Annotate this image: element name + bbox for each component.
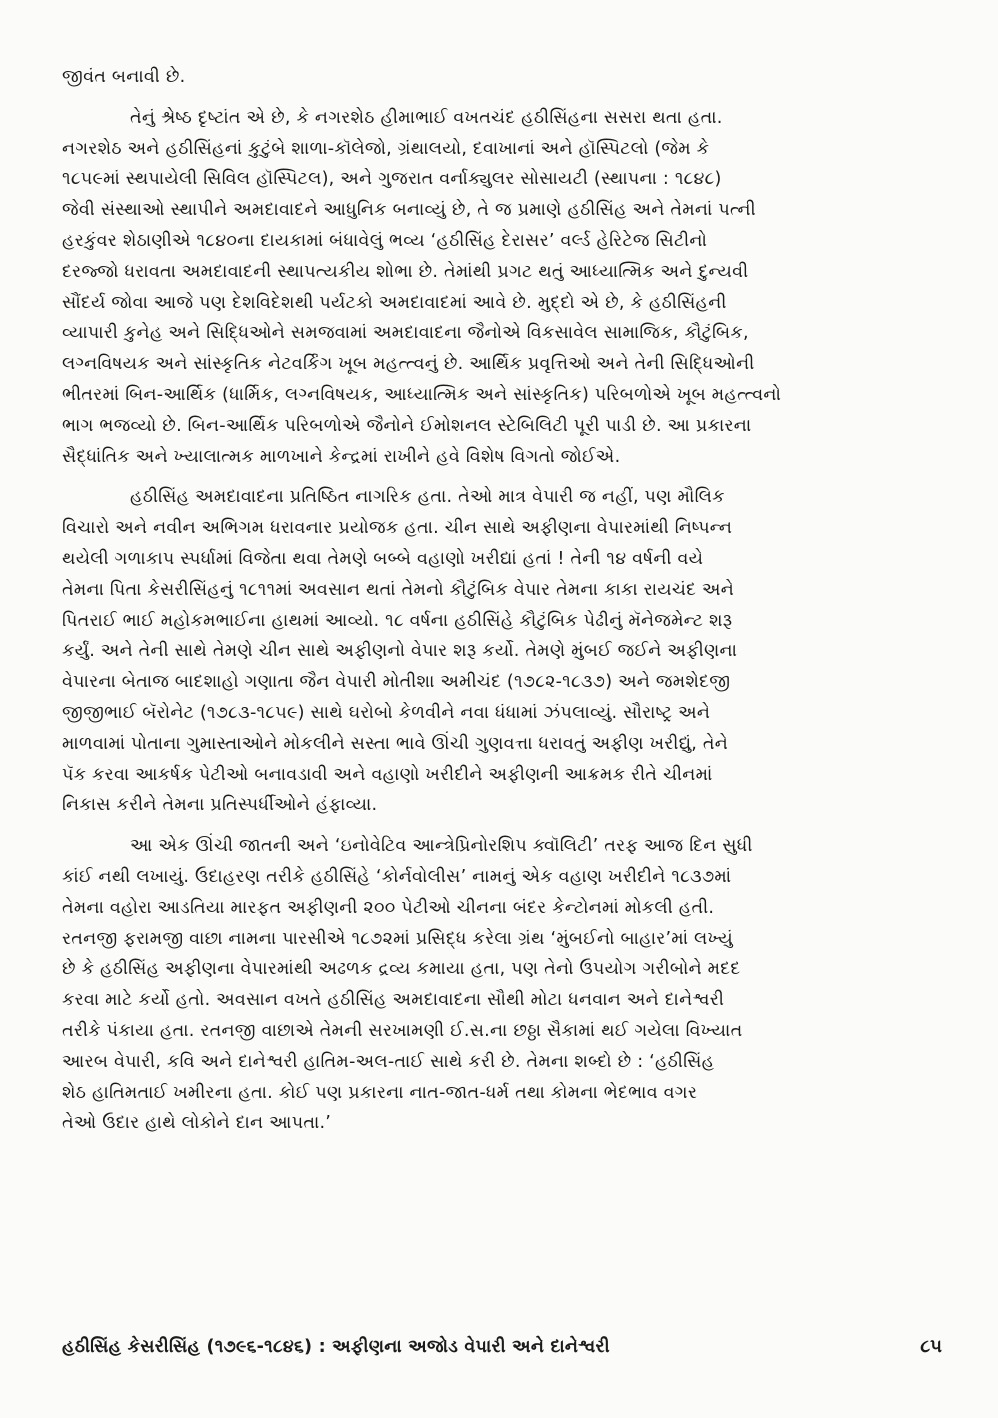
text-line: કરવા માટે કર્યો હતો. અવસાન વખતે હઠીસિંહ અમદાવાદના સૌથી મોટા ધનવાન અને દાનેશ્વરી: [62, 990, 725, 1011]
paragraph-4: [62, 831, 942, 1139]
text-line: છે કે હઠીસિંહ અફીણના વેપારમાંથી અઢળક દ્રવ્ય કમાયા હતા, પણ તેનો ઉપયોગ ગરીબોને મદદ: [62, 959, 741, 980]
text-line: માળવામાં પોતાના ગુમાસ્તાઓને મોકલીને સસ્તા ભાવે ઊંચી ગુણવત્તા ધરાવતું અફીણ ખરીદ્યું, તેને: [62, 733, 729, 754]
text-line: તેનું શ્રેષ્ઠ દૃષ્ટાંત એ છે, કે નગરશેઠ હીમાભાઈ વખતચંદ હઠીસિંહના સસરા થતા હતા.: [130, 107, 723, 128]
text-line: હરકુંવર શેઠાણીએ ૧૮૪૦ના દાયકામાં બંધાવેલું ભવ્ય ‘હઠીસિંહ દેરાસર’ વર્લ્ડ હેરિટેજ સિટીનો: [62, 230, 708, 251]
paragraph-2: [62, 103, 942, 473]
text-line: રતનજી ફરામજી વાછા નામના પારસીએ ૧૮૭૨માં પ્રસિદ્ધ કરેલા ગ્રંથ ‘મુંબઈનો બાહાર’માં લખ્યું: [62, 928, 734, 949]
text-line: થયેલી ગળાકાપ સ્પર્ધામાં વિજેતા થવા તેમણે બબ્બે વહાણો ખરીદ્યાં હતાં ! તેની ૧૪ વર્ષની વયે: [62, 548, 704, 569]
text-line: વેપારના બેતાજ બાદશાહો ગણાતા જૈન વેપારી મોતીશા અમીચંદ (૧૭૮૨-૧૮૩૭) અને જમશેદજી: [62, 672, 731, 693]
text-line: સૌંદર્ય જોવા આજે પણ દેશવિદેશથી પર્યટકો અમદાવાદમાં આવે છે. મુદ્દો એ છે, કે હઠીસિંહની: [62, 292, 727, 313]
text-line: સૈદ્ધાંતિક અને ખ્યાલાત્મક માળખાને કેન્દ્રમાં રાખીને હવે વિશેષ વિગતો જોઈએ.: [62, 446, 621, 467]
text-line: જીવંત બનાવી છે.: [62, 67, 186, 87]
text-line: જેવી સંસ્થાઓ સ્થાપીને અમદાવાદને આધુનિક બનાવ્યું છે, તે જ પ્રમાણે હઠીસિંહ અને તેમનાં પત્ની: [62, 200, 756, 221]
paragraph-1: [62, 62, 942, 93]
text-line: ૧૮૫૯માં સ્થપાયેલી સિવિલ હૉસ્પિટલ), અને ગુજરાત વર્નાક્યુલર સોસાયટી (સ્થાપના : ૧૮૪૮): [62, 169, 722, 190]
text-line: ભીતરમાં બિન-આર્થિક (ધાર્મિક, લગ્નવિષયક, આધ્યાત્મિક અને સાંસ્કૃતિક) પરિબળોએ ખૂબ મહત્ત્વનો: [62, 384, 782, 405]
body-text: [62, 62, 942, 1139]
text-line: આ એક ઊંચી જાતની અને ‘ઇનોવેટિવ આન્ત્રેપ્રિનોરશિપ ક્વૉલિટી’ તરફ આજ દિન સુધી: [130, 836, 753, 857]
text-line: કર્યું. અને તેની સાથે તેમણે ચીન સાથે અફીણનો વેપાર શરૂ કર્યો. તેમણે મુંબઈ જઈને અફીણના: [62, 641, 738, 662]
text-line: હઠીસિંહ અમદાવાદના પ્રતિષ્ઠિત નાગરિક હતા. તેઓ માત્ર વેપારી જ નહીં, પણ મૌલિક: [130, 487, 725, 508]
text-line: આરબ વેપારી, કવિ અને દાનેશ્વરી હાતિમ-અલ-તાઈ સાથે કરી છે. તેમના શબ્દો છે : ‘હઠીસિંહ: [62, 1051, 715, 1072]
text-line: વિચારો અને નવીન અભિગમ ધરાવનાર પ્રયોજક હતા. ચીન સાથે અફીણના વેપારમાંથી નિષ્પન્ન: [62, 518, 733, 539]
paragraph-3: [62, 482, 942, 821]
text-line: દરજ્જો ધરાવતા અમદાવાદની સ્થાપત્યકીય શોભા છે. તેમાંથી પ્રગટ થતું આધ્યાત્મિક અને દુન્યવી: [62, 261, 749, 282]
text-line: પૅક કરવા આકર્ષક પેટીઓ બનાવડાવી અને વહાણો ખરીદીને અફીણની આક્રમક રીતે ચીનમાં: [62, 764, 713, 785]
text-line: જીજીભાઈ બૅરોનેટ (૧૭૮૩-૧૮૫૯) સાથે ઘરોબો કેળવીને નવા ધંધામાં ઝંપલાવ્યું. સૌરાષ્ટ્ર અને: [62, 702, 711, 723]
text-line: નગરશેઠ અને હઠીસિંહનાં કુટુંબે શાળા-કૉલેજો, ગ્રંથાલયો, દવાખાનાં અને હૉસ્પિટલો (જેમ કે: [62, 138, 710, 159]
text-line: નિકાસ કરીને તેમના પ્રતિસ્પર્ધીઓને હંફાવ્યા.: [62, 795, 378, 816]
text-line: ભાગ ભજવ્યો છે. બિન-આર્થિક પરિબળોએ જૈનોને ઈમોશનલ સ્ટેબિલિટી પૂરી પાડી છે. આ પ્રકારના: [62, 415, 752, 436]
text-line: લગ્નવિષયક અને સાંસ્કૃતિક નેટવર્કિંગ ખૂબ મહત્ત્વનું છે. આર્થિક પ્રવૃત્તિઓ અને તેની સિદ્ધિઓની: [62, 354, 755, 375]
text-line: વ્યાપારી કુનેહ અને સિદ્ધિઓને સમજવામાં અમદાવાદના જૈનોએ વિકસાવેલ સામાજિક, કૌટુંબિક,: [62, 323, 749, 344]
page-number: ૮૫: [920, 1336, 942, 1357]
text-line: તરીકે પંકાયા હતા. રતનજી વાછાએ તેમની સરખામણી ઈ.સ.ના છઠ્ઠા સૈકામાં થઈ ગયેલા વિખ્યાત: [62, 1020, 743, 1041]
text-line: તેમના પિતા કેસરીસિંહનું ૧૮૧૧માં અવસાન થતાં તેમનો કૌટુંબિક વેપાર તેમના કાકા રાયચંદ અને: [62, 579, 735, 600]
text-line: તેમના વહોરા આડતિયા મારફત અફીણની ૨૦૦ પેટીઓ ચીનના બંદર કેન્ટોનમાં મોકલી હતી.: [62, 897, 715, 918]
text-line: શેઠ હાતિમતાઈ ખમીરના હતા. કોઈ પણ પ્રકારના નાત-જાત-ધર્મ તથા કોમના ભેદભાવ વગર: [62, 1082, 698, 1103]
running-footer-title: હઠીસિંહ કેસરીસિંહ (૧૭૯૬-૧૮૪૬) : અફીણના અજોડ વેપારી અને દાનેશ્વરી: [62, 1337, 610, 1357]
text-line: તેઓ ઉદાર હાથે લોકોને દાન આપતા.’: [62, 1113, 332, 1134]
page-footer: [62, 1330, 942, 1364]
text-line: પિતરાઈ ભાઈ મહોકમભાઈના હાથમાં આવ્યો. ૧૮ વર્ષના હઠીસિંહે કૌટુંબિક પેઢીનું મૅનેજમેન્ટ શરૂ: [62, 610, 733, 631]
text-line: કાંઈ નથી લખાયું. ઉદાહરણ તરીકે હઠીસિંહે ‘કોર્નવોલીસ’ નામનું એક વહાણ ખરીદીને ૧૮૩૭માં: [62, 866, 732, 887]
